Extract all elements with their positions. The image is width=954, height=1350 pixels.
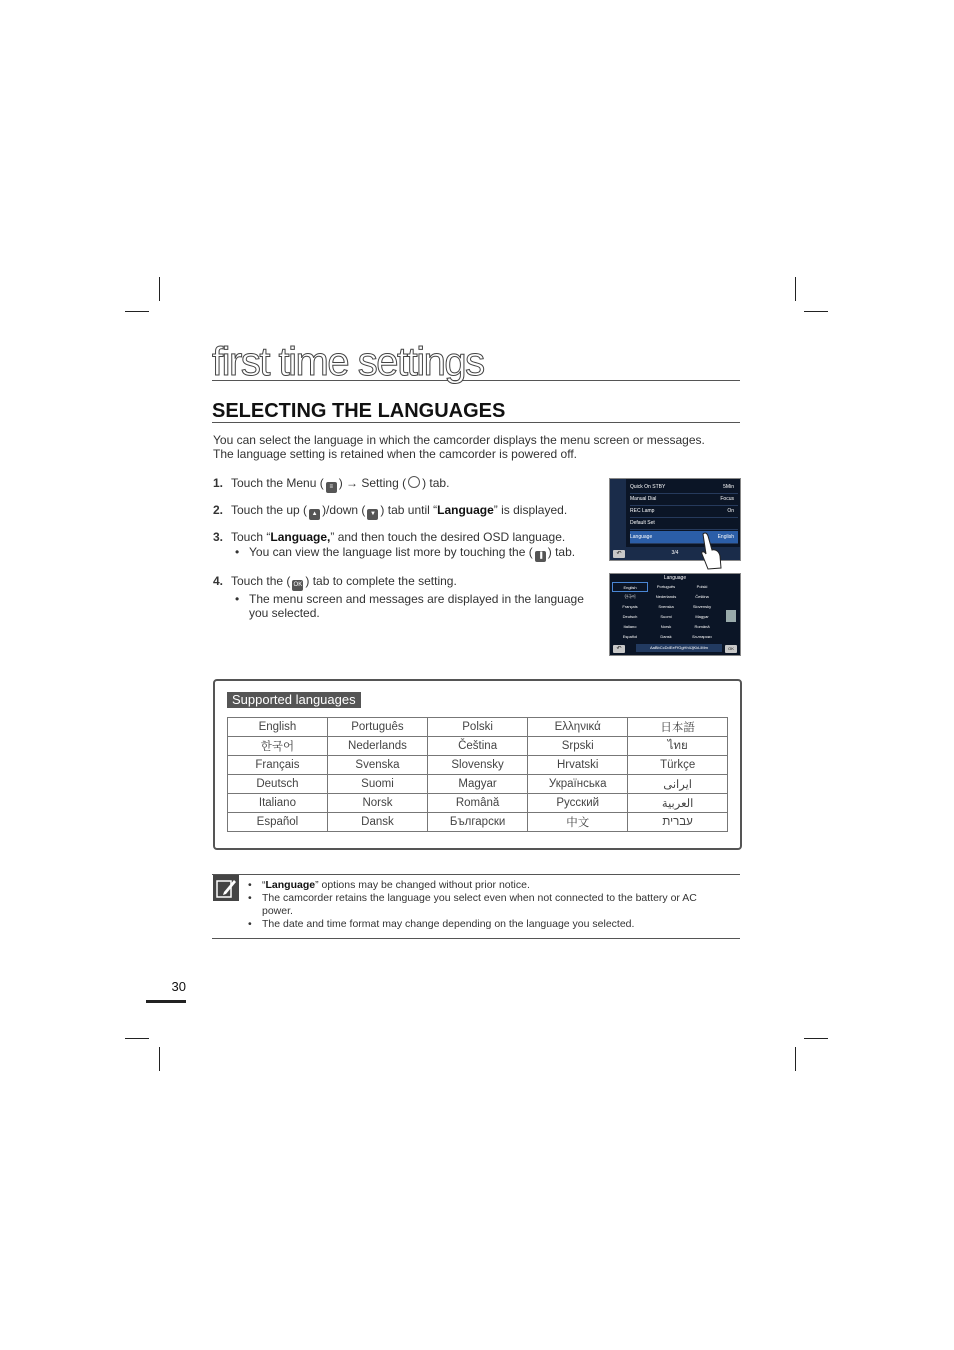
ok-icon: OK [292,580,303,591]
table-row: 한국어 Nederlands Čeština Srpski ไทย [228,737,728,756]
table-row: Français Svenska Slovensky Hrvatski Türkçe [228,756,728,775]
up-arrow-icon: ▲ [309,509,320,520]
section-heading: SELECTING THE LANGUAGES [212,400,740,423]
page-title: first time settings [212,340,740,381]
down-arrow-icon: ▼ [367,509,378,520]
step-1: 1. Touch the Menu ( ≡ ) → Setting ( ) tab. [213,476,603,493]
step-4-note: • The menu screen and messages are displayed in the language you selected. [235,592,584,620]
note-item: • The date and time format may change depending on the language you selected. [248,918,635,930]
crop-mark [159,1047,160,1071]
menu-row: REC Lamp On [630,505,738,518]
note-list [248,879,718,931]
scroll-tab-icon [726,610,736,622]
language-screen-illustration: Language English Português Polski 한국어 Nederlands Čeština Français Svenska Slovensky Deutsch Suomi Magyar Italiano Norsk Română Español Dansk Български AaBbCcDdEeFfGgHhIiJjKkLlMm ↶ OK [609,573,741,656]
step-3: 3. Touch “Language,” and then touch the desired OSD language. • You can view the language list more by touching the ( ▐ ) tab. [213,530,603,562]
crop-mark [125,1038,149,1039]
note-item: • “Language” options may be changed without prior notice. [248,879,530,891]
supported-languages-box [213,679,742,850]
more-icon: ▐ [535,551,546,562]
menu-sidebar [610,479,626,547]
keyboard-strip: AaBbCcDdEeFfGgHhIiJjKkLlMm [636,644,722,652]
table-row: Deutsch Suomi Magyar Українська ایرانی [228,775,728,794]
back-icon: ↶ [613,645,625,653]
back-icon: ↶ [613,550,625,558]
table-row: Italiano Norsk Română Русский العربية [228,794,728,813]
menu-footer: 3/4 [610,547,740,560]
hand-pointer-icon [700,532,722,570]
step-4: 4. Touch the ( OK ) tab to complete the setting. • The menu screen and messages are displayed in the language you selected. [213,574,603,620]
crop-mark [795,1047,796,1071]
gear-icon [408,476,420,488]
step-3-note: • You can view the language list more by touching the ( ▐ ) tab. [231,545,603,562]
crop-mark [795,277,796,301]
table-row: English Português Polski Ελληνικά 日本語 [228,718,728,737]
step-2: 2. Touch the up ( ▲ )/down ( ▼ ) tab until “Language” is displayed. [213,503,603,520]
languages-table [227,717,728,832]
table-row: Español Dansk Български 中文 עברית [228,813,728,832]
menu-row-language: Language English [630,531,738,544]
supported-languages-title: Supported languages [227,692,361,708]
crop-mark [804,1038,828,1039]
menu-row: Default Set [630,517,738,530]
note-section [212,874,740,939]
page-number: 30 [146,978,186,1003]
crop-mark [804,311,828,312]
steps-list [213,476,603,630]
pencil-note-icon [213,875,239,901]
menu-row: Manual Dial Focus [630,493,738,506]
intro-text: You can select the language in which the camcorder displays the menu screen or messages. The language setting is retained when the camcorder is powered off. [213,433,705,461]
menu-icon: ≡ [326,482,337,493]
crop-mark [159,277,160,301]
note-item: • The camcorder retains the language you select even when not connected to the battery or AC power. [248,892,697,917]
crop-mark [125,311,149,312]
menu-row: Quick On STBY 5Min [630,481,738,494]
ok-icon: OK [725,645,737,653]
